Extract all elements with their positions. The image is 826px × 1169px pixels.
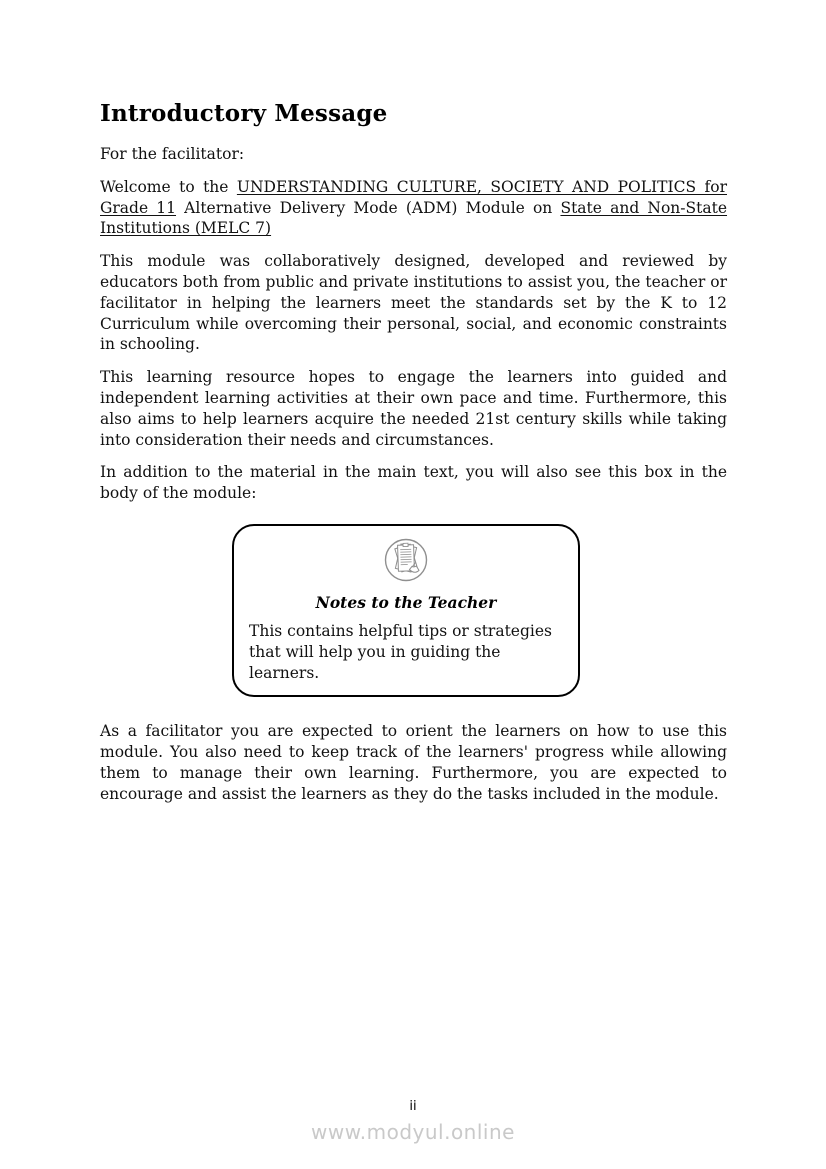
page-number: ii — [409, 1099, 417, 1114]
salutation: For the facilitator: — [100, 145, 245, 163]
paragraph-learning-resource: This learning resource hopes to engage the learners into guided and independent learning activities at their own pace and time. Furthermore, this also aims to help learners acquire the needed 21st century skills while taking into consideration their needs and circumstances. — [100, 368, 727, 449]
page-title: Introductory Message — [100, 100, 388, 127]
paragraph-in-addition: In addition to the material in the main text, you will also see this box in the body of the module: — [100, 463, 727, 503]
watermark-text: www.modyul.online — [311, 1120, 515, 1144]
paragraph-about-module: This module was collaboratively designed, developed and reviewed by educators both from public and private institutions to assist you, the teacher or facilitator in helping the learners meet the standards set by the K to 12 Curriculum while overcoming their personal, social, and economic constraints in schooling. — [100, 252, 727, 354]
welcome-prefix: Welcome to the — [100, 177, 237, 196]
notes-clipboard-icon — [249, 537, 563, 583]
module-subject-underlined: UNDERSTANDING CULTURE, SOCIETY AND POLITICS for Grade 11 — [100, 177, 727, 217]
paragraph-closing: As a facilitator you are expected to orient the learners on how to use this module. You also need to keep track of the learners' progress while allowing them to manage their own learning. Furthermore, you are expected to encourage and assist the learners as they do the tasks included in the module. — [100, 722, 727, 803]
notes-to-teacher-box — [232, 524, 580, 697]
page-content — [100, 100, 727, 817]
notes-box-title: Notes to the Teacher — [315, 592, 497, 612]
notes-box-body: This contains helpful tips or strategies that will help you in guiding the learners. — [249, 621, 552, 682]
module-topic-underlined: State and Non-State Institutions (MELC 7) — [100, 198, 728, 238]
welcome-middle: Alternative Delivery Mode (ADM) Module on — [176, 198, 561, 217]
welcome-paragraph — [100, 177, 727, 239]
